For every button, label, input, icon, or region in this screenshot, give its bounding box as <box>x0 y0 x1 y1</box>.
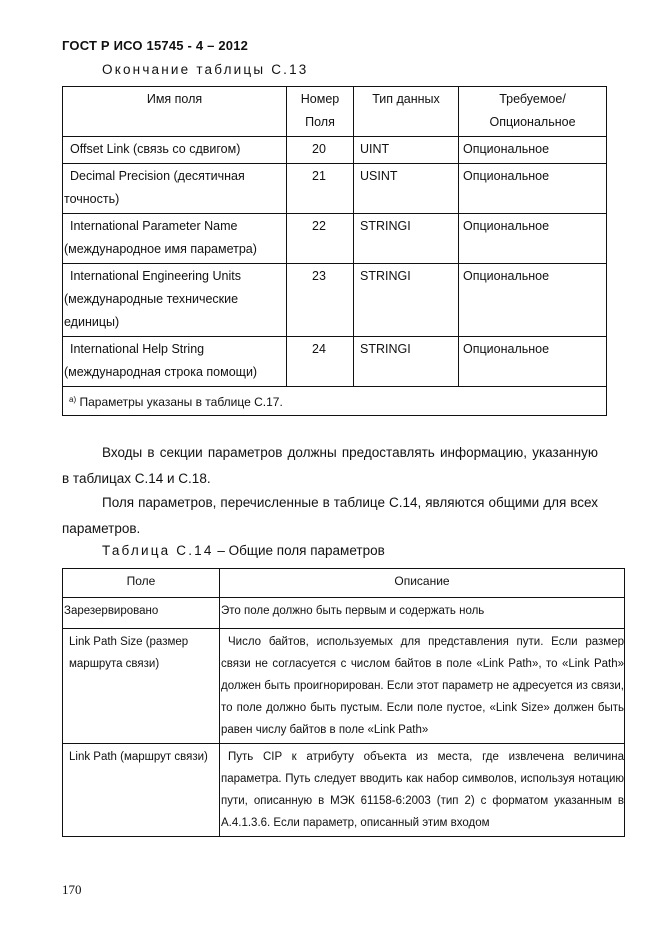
paragraph-2: Поля параметров, перечисленные в таблице С.14, являются общими для всех параметров. <box>62 495 598 536</box>
col-description: Описание <box>220 569 625 598</box>
table2-caption <box>102 543 385 558</box>
field-name: Offset Link (связь со сдвигом) <box>63 137 287 164</box>
table1-footnote-row <box>63 387 607 416</box>
field: Link Path (маршрут связи) <box>63 744 220 837</box>
field-name: International Engineering Units (международные технические единицы) <box>63 264 287 337</box>
table-row <box>63 214 607 264</box>
standard-header: ГОСТ Р ИСО 15745 - 4 – 2012 <box>62 38 249 53</box>
table2-caption-title: – Общие поля параметров <box>213 543 385 558</box>
footnote-text: Параметры указаны в таблице С.17. <box>79 395 283 409</box>
table1-caption: Окончание таблицы С.13 <box>102 62 309 77</box>
col-field-name: Имя поля <box>63 87 287 137</box>
field-number: 20 <box>287 137 354 164</box>
paragraph-1: Входы в секции параметров должны предоставлять информацию, указанную в таблицах С.14 и С.18. <box>62 445 598 486</box>
table-row <box>63 337 607 387</box>
table-row <box>63 629 625 744</box>
col-field: Поле <box>63 569 220 598</box>
col-required-optional: Требуемое/ Опциональное <box>459 87 607 137</box>
field-number: 23 <box>287 264 354 337</box>
table-row <box>63 744 625 837</box>
field: Зарезервировано <box>63 598 220 629</box>
data-type: USINT <box>354 164 459 214</box>
description: Число байтов, используемых для представления пути. Если размер связи не согласуется с числом байтов в поле «Link Path», то «Link Path» должен быть проигнорирован. Если этот параметр не адресуется из связи, то поле должно быть пустым. Если поле пустое, «Link Size» должен быть равен числу байтов в поле «Link Path» <box>220 629 625 744</box>
col-field-number: Номер Поля <box>287 87 354 137</box>
footnote-mark: a) <box>69 395 77 404</box>
col-data-type: Тип данных <box>354 87 459 137</box>
required-optional: Опциональное <box>459 164 607 214</box>
description: Это поле должно быть первым и содержать ноль <box>220 598 625 629</box>
table-row <box>63 598 625 629</box>
required-optional: Опциональное <box>459 214 607 264</box>
data-type: UINT <box>354 137 459 164</box>
data-type: STRINGI <box>354 214 459 264</box>
data-type: STRINGI <box>354 264 459 337</box>
page-number: 170 <box>62 882 82 897</box>
table1-header-row <box>63 87 607 137</box>
table2-caption-prefix: Таблица С.14 <box>102 543 214 558</box>
table2-header-row <box>63 569 625 598</box>
table-c13-end <box>62 86 606 416</box>
field-name: International Parameter Name (международное имя параметра) <box>63 214 287 264</box>
field-number: 24 <box>287 337 354 387</box>
table-row <box>63 164 607 214</box>
field-number: 21 <box>287 164 354 214</box>
required-optional: Опциональное <box>459 337 607 387</box>
data-type: STRINGI <box>354 337 459 387</box>
field-number: 22 <box>287 214 354 264</box>
table-row <box>63 264 607 337</box>
field-name: International Help String (международная строка помощи) <box>63 337 287 387</box>
field-name: Decimal Precision (десятичная точность) <box>63 164 287 214</box>
field: Link Path Size (размер маршрута связи) <box>63 629 220 744</box>
table-row <box>63 137 607 164</box>
table-c14 <box>62 568 624 837</box>
required-optional: Опциональное <box>459 264 607 337</box>
description: Путь CIP к атрибуту объекта из места, где извлечена величина параметра. Путь следует вводить как набор символов, используя нотацию пути, описанную в МЭК 61158-6:2003 (тип 2) с форматом указанным в А.4.1.3.6. Если параметр, описанный этим входом <box>220 744 625 837</box>
table1-footnote <box>63 387 607 416</box>
required-optional: Опциональное <box>459 137 607 164</box>
